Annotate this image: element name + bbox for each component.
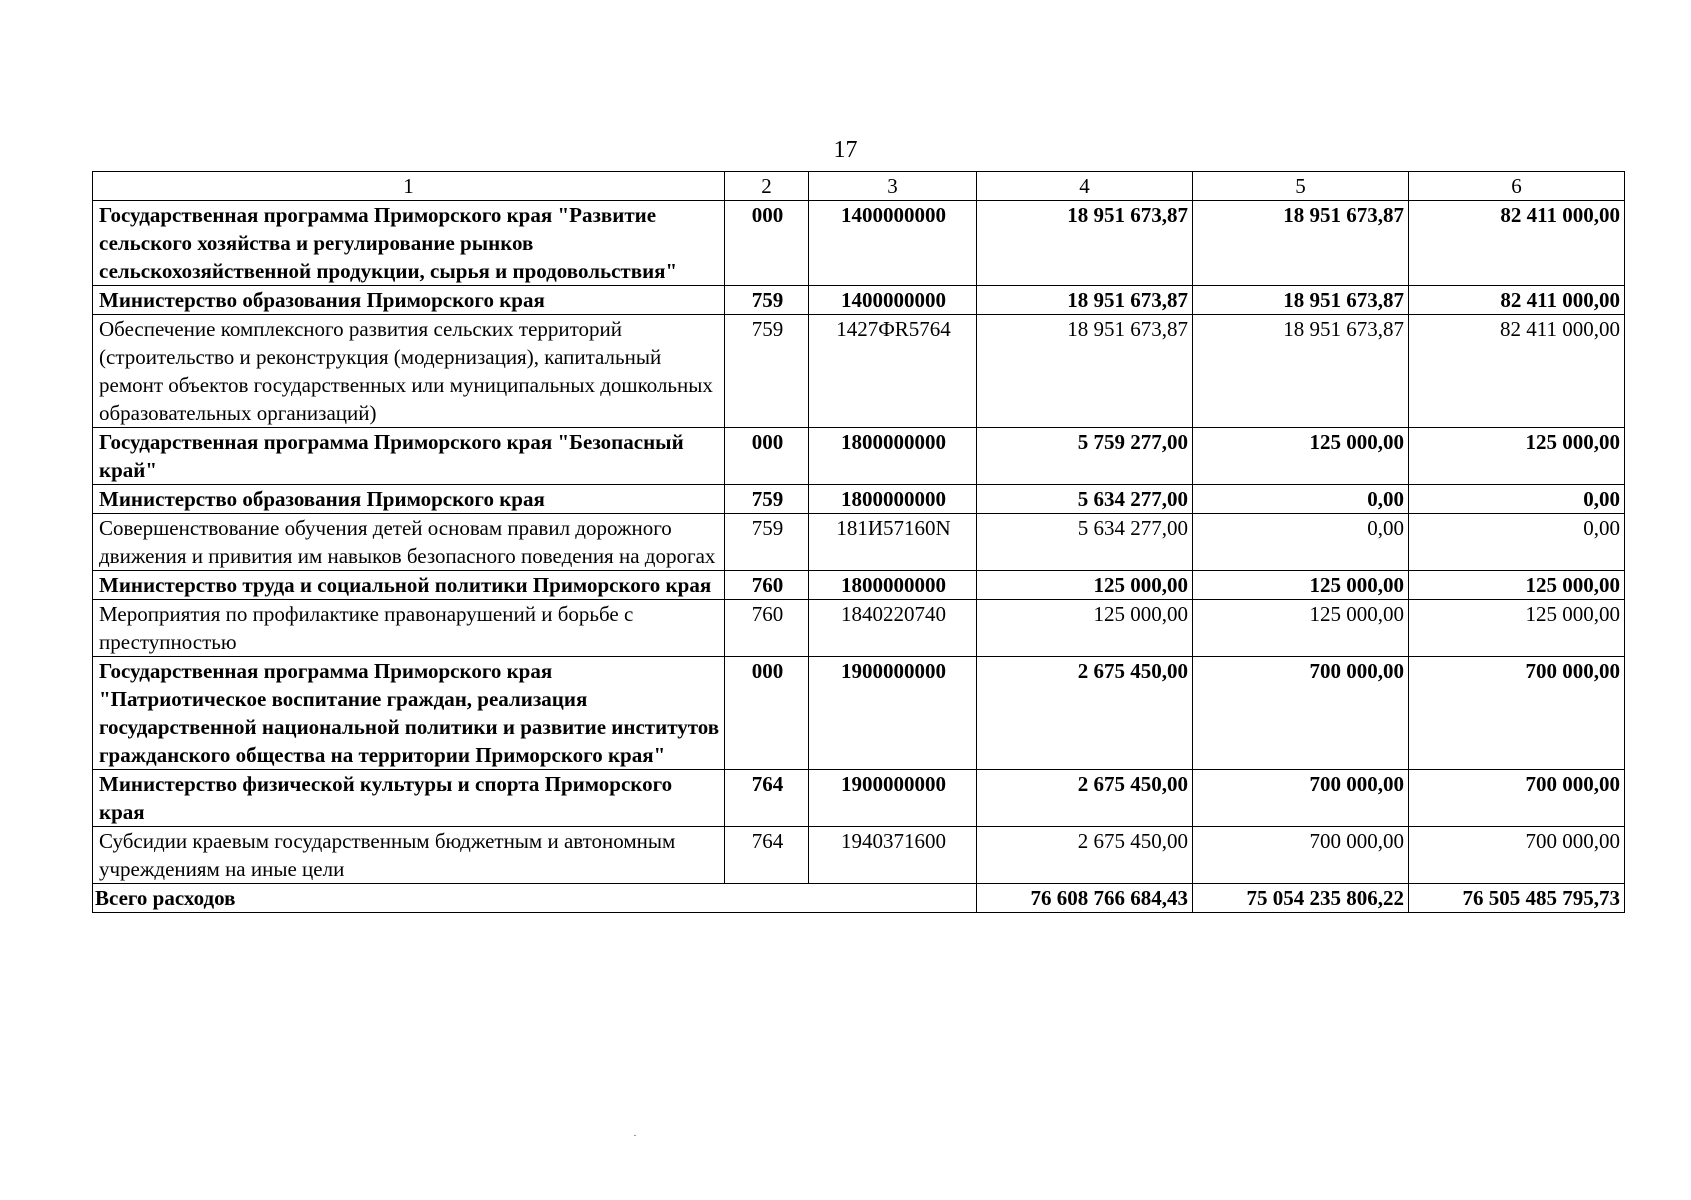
row-col4-cell: 18 951 673,87 [977, 315, 1193, 428]
row-col5-cell: 18 951 673,87 [1193, 286, 1409, 315]
table-row [93, 286, 1625, 315]
table-row [93, 827, 1625, 884]
table-row [93, 315, 1625, 428]
row-col5-cell: 125 000,00 [1193, 428, 1409, 485]
header-cell: 5 [1193, 172, 1409, 201]
total-col5-cell: 75 054 235 806,22 [1193, 884, 1409, 913]
table-row [93, 657, 1625, 770]
row-name-cell: Обеспечение комплексного развития сельских территорий (строительство и реконструкция (модернизация), капитальный ремонт объектов государственных или муниципальных дошкольных образовательных организаций) [93, 315, 725, 428]
row-col2-cell: 000 [725, 201, 809, 286]
row-col2-cell: 759 [725, 315, 809, 428]
header-cell: 4 [977, 172, 1193, 201]
row-col6-cell: 0,00 [1409, 514, 1625, 571]
scan-speck [634, 1135, 636, 1136]
row-col6-cell: 125 000,00 [1409, 600, 1625, 657]
row-name-cell: Государственная программа Приморского края "Патриотическое воспитание граждан, реализация государственной национальной политики и развитие институтов гражданского общества на территории Приморского края" [93, 657, 725, 770]
row-col6-cell: 125 000,00 [1409, 571, 1625, 600]
row-col4-cell: 2 675 450,00 [977, 827, 1193, 884]
row-col5-cell: 0,00 [1193, 514, 1409, 571]
row-col2-cell: 759 [725, 286, 809, 315]
row-col5-cell: 700 000,00 [1193, 827, 1409, 884]
total-col4-cell: 76 608 766 684,43 [977, 884, 1193, 913]
row-col3-cell: 1427ФR5764 [809, 315, 977, 428]
header-cell: 2 [725, 172, 809, 201]
row-col6-cell: 700 000,00 [1409, 827, 1625, 884]
row-col2-cell: 760 [725, 600, 809, 657]
row-col4-cell: 5 759 277,00 [977, 428, 1193, 485]
row-col6-cell: 125 000,00 [1409, 428, 1625, 485]
row-col3-cell: 1900000000 [809, 770, 977, 827]
total-row [93, 884, 1625, 913]
budget-table [92, 171, 1625, 913]
row-col6-cell: 82 411 000,00 [1409, 286, 1625, 315]
row-col5-cell: 18 951 673,87 [1193, 201, 1409, 286]
row-name-cell: Государственная программа Приморского края "Развитие сельского хозяйства и регулирование рынков сельскохозяйственной продукции, сырья и продовольствия" [93, 201, 725, 286]
row-col3-cell: 1800000000 [809, 485, 977, 514]
row-col6-cell: 82 411 000,00 [1409, 315, 1625, 428]
row-col2-cell: 759 [725, 485, 809, 514]
row-col5-cell: 125 000,00 [1193, 600, 1409, 657]
row-col3-cell: 1800000000 [809, 428, 977, 485]
row-col3-cell: 1940371600 [809, 827, 977, 884]
row-col4-cell: 2 675 450,00 [977, 657, 1193, 770]
total-col6-cell: 76 505 485 795,73 [1409, 884, 1625, 913]
row-name-cell: Министерство труда и социальной политики Приморского края [93, 571, 725, 600]
row-col3-cell: 1840220740 [809, 600, 977, 657]
row-col4-cell: 18 951 673,87 [977, 201, 1193, 286]
row-col5-cell: 0,00 [1193, 485, 1409, 514]
row-col3-cell: 1400000000 [809, 201, 977, 286]
row-col5-cell: 700 000,00 [1193, 657, 1409, 770]
table-row [93, 428, 1625, 485]
row-col3-cell: 1800000000 [809, 571, 977, 600]
row-col5-cell: 700 000,00 [1193, 770, 1409, 827]
row-col3-cell: 1400000000 [809, 286, 977, 315]
row-name-cell: Совершенствование обучения детей основам правил дорожного движения и привития им навыков безопасного поведения на дорогах [93, 514, 725, 571]
row-name-cell: Государственная программа Приморского края "Безопасный край" [93, 428, 725, 485]
row-col3-cell: 181И57160N [809, 514, 977, 571]
row-col4-cell: 5 634 277,00 [977, 485, 1193, 514]
row-col2-cell: 764 [725, 770, 809, 827]
header-cell: 6 [1409, 172, 1625, 201]
row-col6-cell: 0,00 [1409, 485, 1625, 514]
row-name-cell: Министерство образования Приморского края [93, 485, 725, 514]
row-name-cell: Министерство физической культуры и спорта Приморского края [93, 770, 725, 827]
row-col6-cell: 82 411 000,00 [1409, 201, 1625, 286]
row-col4-cell: 125 000,00 [977, 571, 1193, 600]
row-name-cell: Министерство образования Приморского края [93, 286, 725, 315]
row-col6-cell: 700 000,00 [1409, 657, 1625, 770]
header-cell: 3 [809, 172, 977, 201]
row-col4-cell: 125 000,00 [977, 600, 1193, 657]
row-col4-cell: 18 951 673,87 [977, 286, 1193, 315]
page-number: 17 [833, 137, 858, 163]
row-col2-cell: 759 [725, 514, 809, 571]
row-col2-cell: 760 [725, 571, 809, 600]
row-col2-cell: 764 [725, 827, 809, 884]
header-row [93, 172, 1625, 201]
header-cell: 1 [93, 172, 725, 201]
table-row [93, 201, 1625, 286]
row-name-cell: Субсидии краевым государственным бюджетным и автономным учреждениям на иные цели [93, 827, 725, 884]
table-row [93, 770, 1625, 827]
table-row [93, 571, 1625, 600]
table-row [93, 600, 1625, 657]
table-row [93, 514, 1625, 571]
row-col5-cell: 125 000,00 [1193, 571, 1409, 600]
row-col2-cell: 000 [725, 428, 809, 485]
row-col6-cell: 700 000,00 [1409, 770, 1625, 827]
table-row [93, 485, 1625, 514]
row-col4-cell: 5 634 277,00 [977, 514, 1193, 571]
total-label: Всего расходов [93, 884, 977, 913]
row-col5-cell: 18 951 673,87 [1193, 315, 1409, 428]
row-name-cell: Мероприятия по профилактике правонарушений и борьбе с преступностью [93, 600, 725, 657]
row-col4-cell: 2 675 450,00 [977, 770, 1193, 827]
row-col3-cell: 1900000000 [809, 657, 977, 770]
row-col2-cell: 000 [725, 657, 809, 770]
